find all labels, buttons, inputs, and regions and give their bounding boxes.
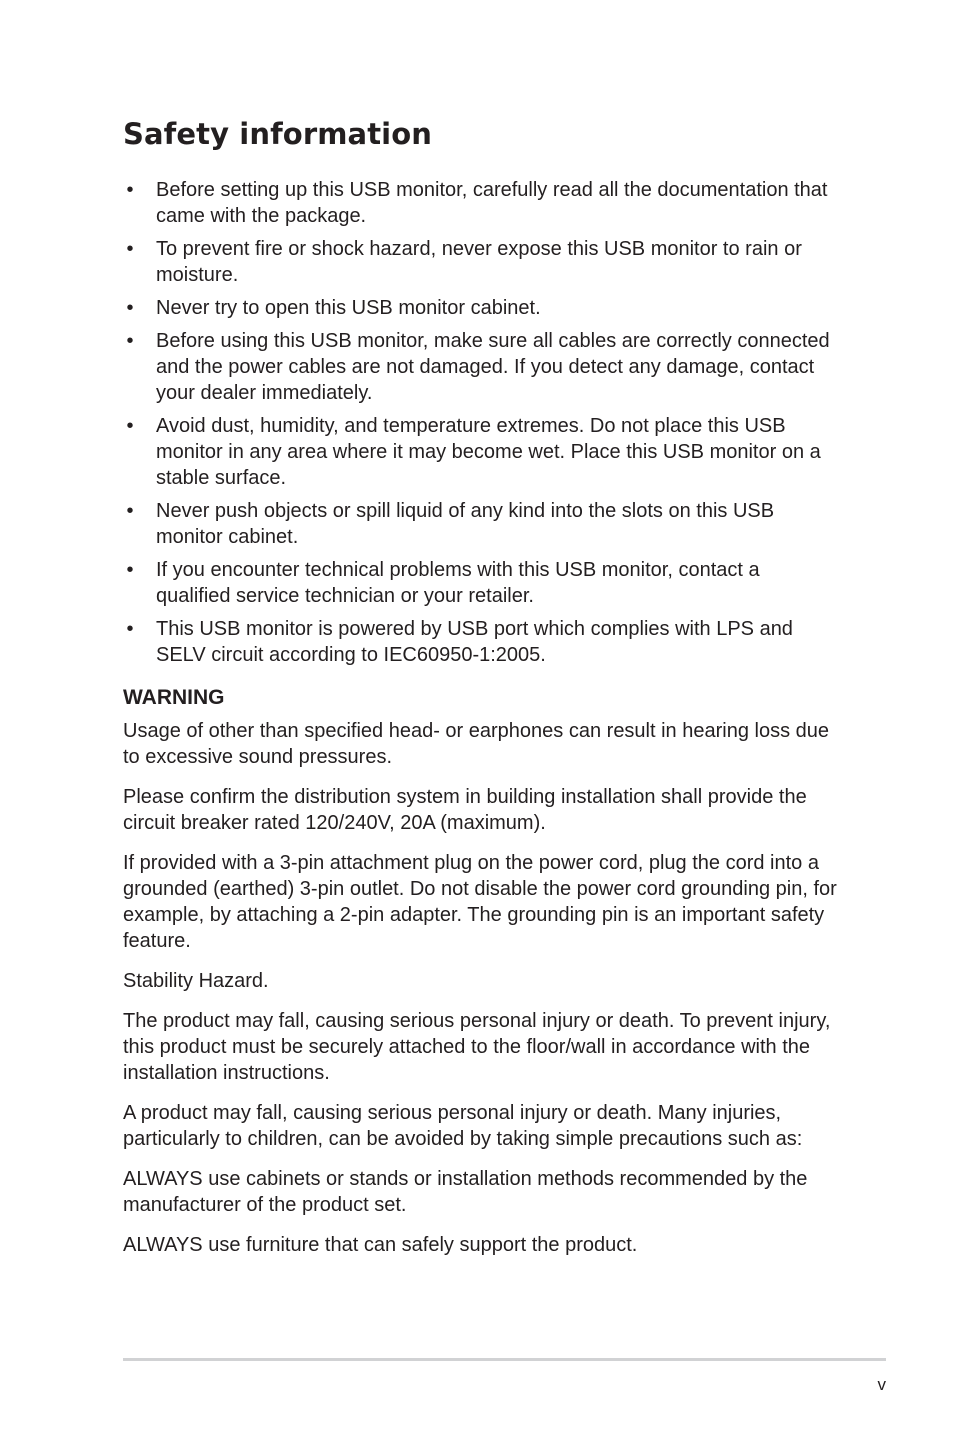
bullet-icon: • — [126, 415, 134, 437]
bullet-item — [123, 557, 839, 609]
bullet-item — [123, 616, 839, 668]
bullet-icon: • — [126, 330, 134, 352]
bullet-text: If you encounter technical problems with this USB monitor, contact a qualified service technician or your retailer. — [156, 559, 760, 607]
bullet-item — [123, 236, 839, 288]
warning-paragraph: ALWAYS use furniture that can safely support the product. — [123, 1234, 638, 1256]
warning-paragraph: Usage of other than specified head- or earphones can result in hearing loss due to excessive sound pressures. — [123, 720, 830, 768]
bullet-item — [123, 413, 839, 491]
warning-paragraph: If provided with a 3-pin attachment plug on the power cord, plug the cord into a grounded (earthed) 3-pin outlet. Do not disable the power cord grounding pin, for example, by attaching a 2-pin adapter. The grounding pin is an important safety feature. — [123, 852, 837, 952]
bullet-text: Before setting up this USB monitor, carefully read all the documentation that came with the package. — [156, 179, 828, 227]
bullet-icon: • — [126, 179, 134, 201]
bullet-icon: • — [126, 238, 134, 260]
bullet-text: This USB monitor is powered by USB port which complies with LPS and SELV circuit according to IEC60950-1:2005. — [156, 618, 793, 666]
warning-heading: WARNING — [123, 686, 225, 709]
warning-paragraph: Please confirm the distribution system in building installation shall provide the circuit breaker rated 120/240V, 20A (maximum). — [123, 786, 807, 834]
warning-paragraph: ALWAYS use cabinets or stands or installation methods recommended by the manufacturer of the product set. — [123, 1168, 808, 1216]
bullet-item — [123, 295, 839, 321]
warning-paragraph: Stability Hazard. — [123, 970, 269, 992]
bullet-item — [123, 177, 839, 229]
bullet-text: Before using this USB monitor, make sure all cables are correctly connected and the power cables are not damaged. If you detect any damage, contact your dealer immediately. — [156, 330, 830, 404]
bullet-text: Never push objects or spill liquid of any kind into the slots on this USB monitor cabinet. — [156, 500, 775, 548]
bullet-text: To prevent fire or shock hazard, never expose this USB monitor to rain or moisture. — [156, 238, 802, 286]
warning-paragraph: A product may fall, causing serious personal injury or death. Many injuries, particularly to children, can be avoided by taking simple precautions such as: — [123, 1102, 803, 1150]
bullet-icon: • — [126, 297, 134, 319]
safety-bullet-list — [123, 177, 839, 668]
page-number: v — [877, 1375, 886, 1394]
bullet-text: Never try to open this USB monitor cabinet. — [156, 297, 541, 319]
bullet-item — [123, 328, 839, 406]
footer-divider — [123, 1358, 886, 1361]
bullet-icon: • — [126, 618, 134, 640]
bullet-icon: • — [126, 559, 134, 581]
bullet-text: Avoid dust, humidity, and temperature extremes. Do not place this USB monitor in any area where it may become wet. Place this USB monitor on a stable surface. — [156, 415, 821, 489]
warning-paragraph: The product may fall, causing serious personal injury or death. To prevent injury, this product must be securely attached to the floor/wall in accordance with the installation instructions. — [123, 1010, 831, 1084]
page-title: Safety information — [123, 117, 432, 151]
bullet-item — [123, 498, 839, 550]
bullet-icon: • — [126, 500, 134, 522]
document-page — [123, 112, 839, 1272]
